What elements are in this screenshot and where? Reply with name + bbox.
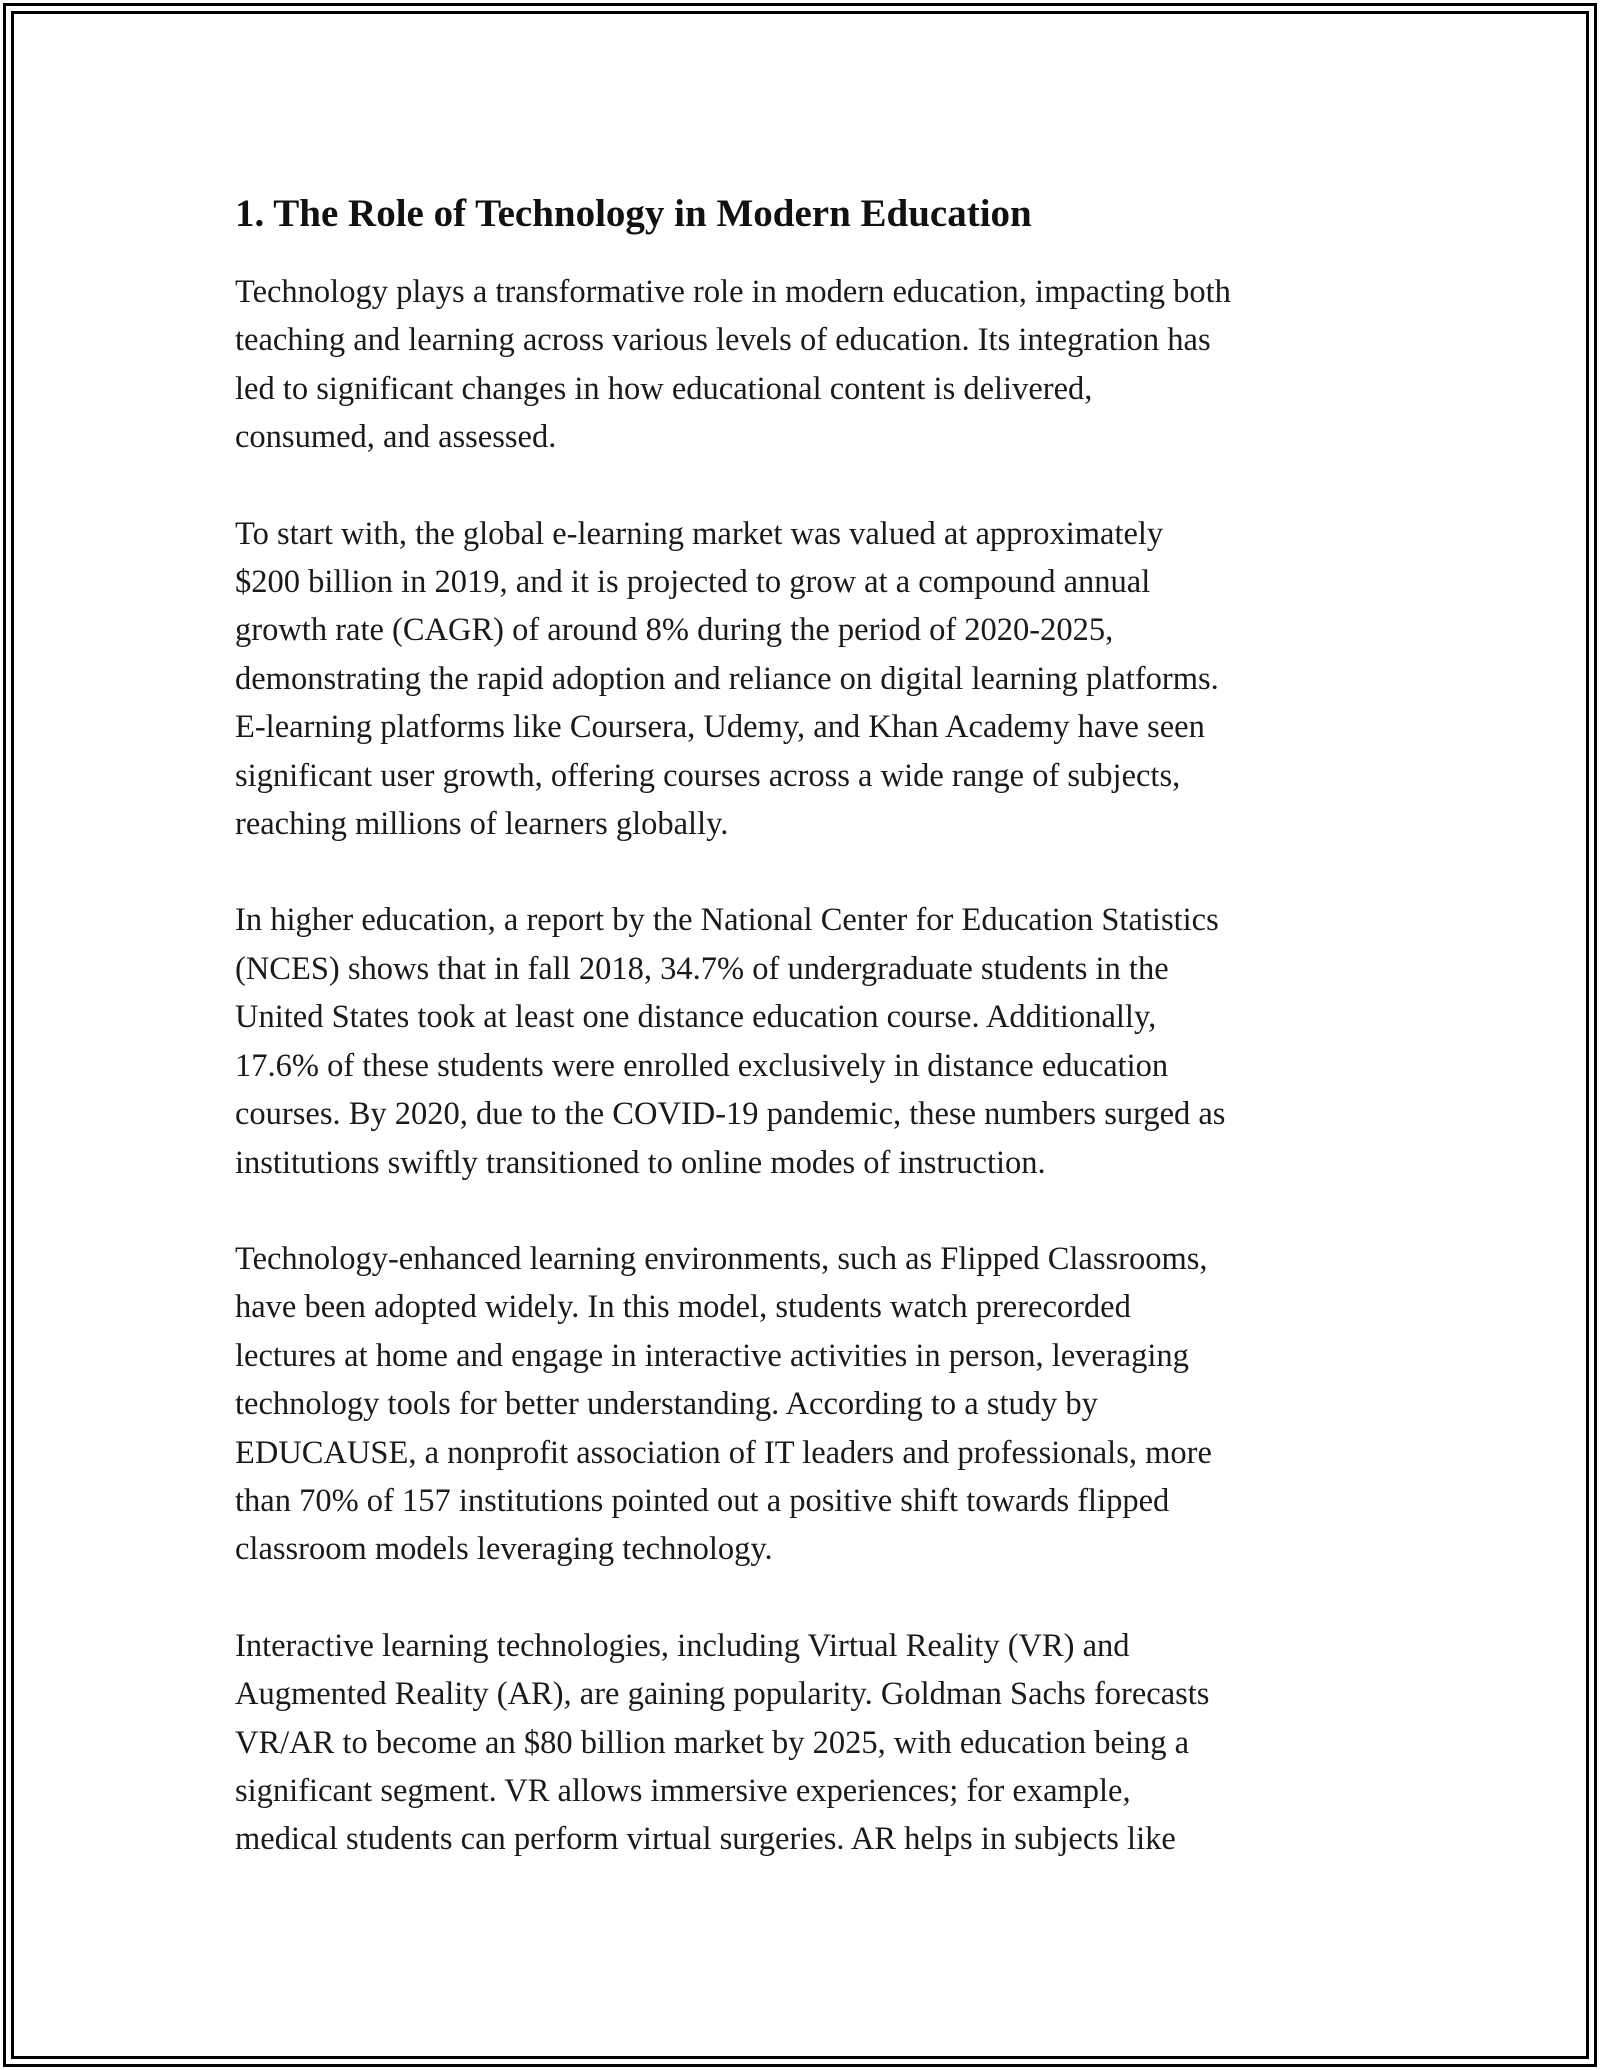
paragraph-intro: Technology plays a transformative role in modern education, impacting both teaching and learning across various levels of education. Its integration has led to significant changes in how educational content is delivered, consumed, and assessed. (235, 274, 1231, 456)
paragraph-flipped-classrooms: Technology-enhanced learning environments, such as Flipped Classrooms, have been adopted widely. In this model, students watch prerecorded lectures at home and engage in interactive activities in person, leveraging technology tools for better understanding. According to a study by EDUCAUSE, a nonprofit association of IT leaders and professionals, more than 70% of 157 institutions pointed out a positive shift towards flipped classroom models leveraging technology. (235, 1240, 1212, 1568)
paragraph-vr-ar: Interactive learning technologies, including Virtual Reality (VR) and Augmented Reality (AR), are gaining popularity. Goldman Sachs forecasts VR/AR to become an $80 billion market by 2025, with education being a significant segment. VR allows immersive experiences; for example, medical students can perform virtual surgeries. AR helps in subjects like (235, 1627, 1210, 1858)
section-heading: 1. The Role of Technology in Modern Education (235, 192, 1032, 235)
paragraph-higher-education: In higher education, a report by the National Center for Education Statistics (NCES) shows that in fall 2018, 34.7% of undergraduate students in the United States took at least one distance education course. Additionally, 17.6% of these students were enrolled exclusively in distance education courses. By 2020, due to the COVID-19 pandemic, these numbers surged as institutions swiftly transitioned to online modes of instruction. (235, 902, 1226, 1181)
paragraph-elearning-market: To start with, the global e-learning market was valued at approximately $200 billion in 2019, and it is projected to grow at a compound annual growth rate (CAGR) of around 8% during the period of 2020-2025, demonstrating the rapid adoption and reliance on digital learning platforms. E-learning platforms like Coursera, Udemy, and Khan Academy have seen significant user growth, offering courses across a wide range of subjects, reaching millions of learners globally. (235, 515, 1219, 843)
document-body (235, 186, 1375, 1912)
